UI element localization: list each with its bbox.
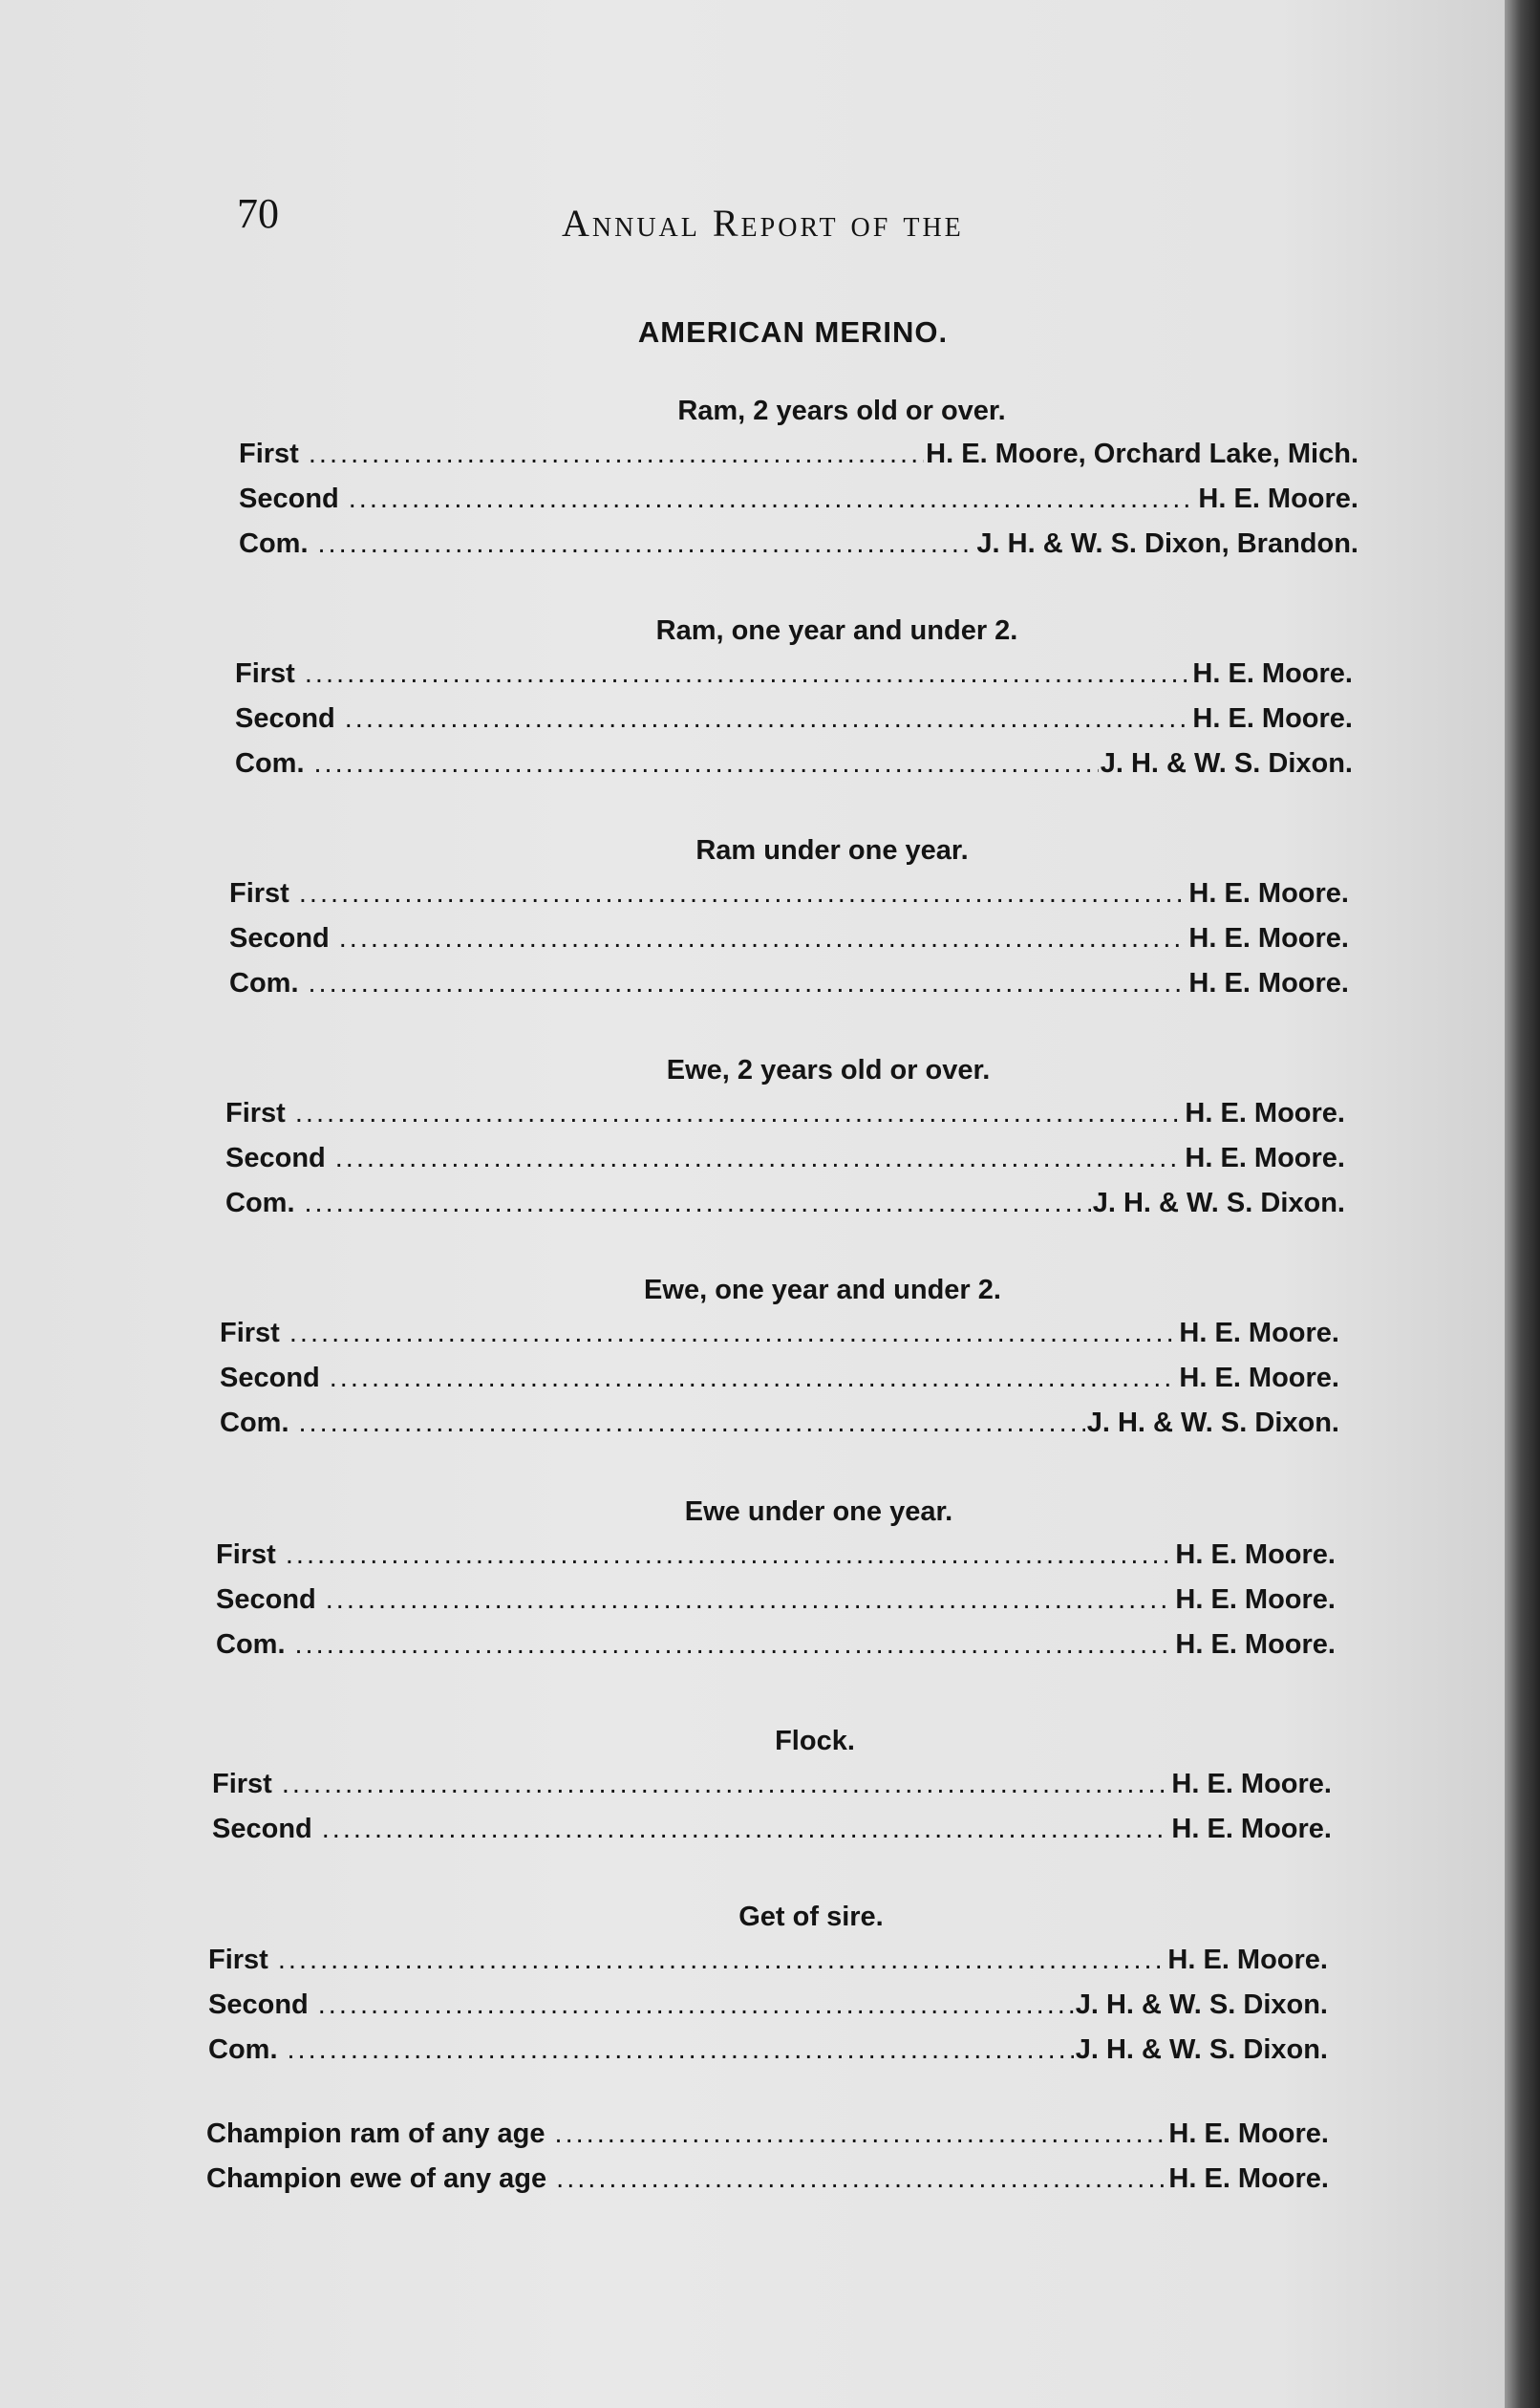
award-entry [216,1578,1336,1623]
award-entry [235,742,1353,786]
entry-winner: H. E. Moore. [1167,1945,1328,1975]
entry-winner: H. E. Moore. [1185,1143,1345,1173]
leader-dots [309,432,924,477]
entry-winner: H. E. Moore. [1188,923,1349,954]
entry-winner: J. H. & W. S. Dixon. [1086,1408,1339,1438]
entry-label: Com. [220,1408,289,1438]
leader-dots [555,2112,1167,2157]
entry-winner: J. H. & W. S. Dixon, Brandon. [976,528,1358,559]
award-entry [229,871,1349,916]
entry-winner: H. E. Moore. [1175,1584,1336,1615]
section-title: Get of sire. [738,1902,884,1932]
entry-label: Second [229,923,330,954]
leader-dots [295,1623,1174,1667]
entry-label: First [239,439,299,469]
leader-dots [322,1807,1170,1852]
entry-label: Com. [208,2034,278,2065]
section-title: Flock. [775,1726,855,1756]
entry-label: First [216,1539,276,1570]
leader-dots [309,961,1187,1006]
entry-winner: H. E. Moore. [1175,1629,1336,1660]
section-title: Ram, 2 years old or over. [677,396,1006,426]
entry-label: Champion ram of any age [206,2118,545,2149]
entry-winner: H. E. Moore. [1168,2118,1329,2149]
leader-dots [299,871,1187,916]
entry-winner: H. E. Moore. [1188,878,1349,909]
entry-label: Champion ewe of any age [206,2163,547,2194]
leader-dots [349,477,1197,522]
entry-winner: J. H. & W. S. Dixon. [1075,2034,1328,2065]
award-section [216,1491,1336,1667]
award-entry [229,961,1349,1006]
award-entry [220,1311,1339,1356]
leader-dots [295,1091,1184,1136]
leader-dots [345,697,1191,742]
champion-entry [206,2112,1329,2157]
leader-dots [330,1356,1178,1401]
entry-label: First [225,1098,286,1129]
champion-entry [206,2157,1329,2202]
leader-dots [339,916,1187,961]
entry-winner: H. E. Moore. [1192,703,1353,734]
award-entry [235,652,1353,697]
award-entry [225,1091,1345,1136]
award-entry [239,432,1358,477]
entry-label: Second [216,1584,316,1615]
leader-dots [282,1762,1170,1807]
leader-dots [335,1136,1184,1181]
entry-label: Second [235,703,335,734]
award-entry [229,916,1349,961]
award-entry [208,1938,1328,1983]
award-entry [220,1401,1339,1446]
section-title: Ewe under one year. [684,1496,953,1527]
entry-label: Com. [225,1188,295,1218]
entry-label: Second [220,1363,320,1393]
entry-winner: H. E. Moore. [1175,1539,1336,1570]
award-entry [239,477,1358,522]
entry-winner: H. E. Moore. [1188,968,1349,999]
entry-winner: H. E. Moore. [1192,658,1353,689]
award-section [235,610,1353,786]
entry-label: First [208,1945,268,1975]
award-entry [220,1356,1339,1401]
award-section [239,390,1358,567]
entry-label: Com. [216,1629,286,1660]
leader-dots [286,1533,1174,1578]
leader-dots [299,1401,1085,1446]
award-entry [235,697,1353,742]
award-section [208,1896,1328,2073]
award-entry [225,1181,1345,1226]
entry-winner: H. E. Moore. [1168,2163,1329,2194]
running-head: Annual Report of the [562,202,964,245]
entry-label: Com. [229,968,299,999]
award-entry [212,1762,1332,1807]
award-entry [208,2028,1328,2073]
entry-winner: H. E. Moore. [1198,484,1358,514]
entry-winner: J. H. & W. S. Dixon. [1092,1188,1345,1218]
champion-awards [206,2112,1329,2202]
page-number: 70 [237,190,279,237]
award-entry [225,1136,1345,1181]
entry-winner: H. E. Moore. [1171,1769,1332,1799]
entry-winner: H. E. Moore, Orchard Lake, Mich. [926,439,1358,469]
entry-label: First [212,1769,272,1799]
entry-winner: H. E. Moore. [1185,1098,1345,1129]
entry-label: Second [225,1143,326,1173]
leader-dots [326,1578,1174,1623]
section-title: Ewe, one year and under 2. [644,1275,1001,1305]
leader-dots [318,522,975,567]
award-section [220,1269,1339,1446]
leader-dots [318,1983,1074,2028]
section-title: Ram under one year. [695,835,969,866]
entry-label: First [235,658,295,689]
entry-label: Com. [239,528,309,559]
entry-winner: H. E. Moore. [1179,1363,1339,1393]
award-section [229,829,1349,1006]
leader-dots [288,2028,1074,2073]
entry-winner: H. E. Moore. [1179,1318,1339,1348]
award-entry [216,1533,1336,1578]
entry-label: Second [208,1989,309,2020]
page-header [237,189,1355,247]
leader-dots [314,742,1099,786]
entry-winner: J. H. & W. S. Dixon. [1100,748,1353,779]
leader-dots [278,1938,1166,1983]
entry-label: First [229,878,289,909]
leader-dots [289,1311,1178,1356]
breed-title: AMERICAN MERINO. [637,315,949,349]
leader-dots [305,1181,1091,1226]
page-binding-edge [1505,0,1540,2408]
entry-winner: J. H. & W. S. Dixon. [1075,1989,1328,2020]
section-title: Ram, one year and under 2. [655,615,1018,646]
entry-label: First [220,1318,280,1348]
leader-dots [305,652,1191,697]
award-entry [239,522,1358,567]
award-entry [212,1807,1332,1852]
entry-label: Second [239,484,339,514]
award-section [225,1049,1345,1226]
leader-dots [556,2157,1166,2202]
award-entry [208,1983,1328,2028]
entry-label: Com. [235,748,305,779]
section-title: Ewe, 2 years old or over. [666,1055,991,1086]
entry-label: Second [212,1814,312,1844]
entry-winner: H. E. Moore. [1171,1814,1332,1844]
award-entry [216,1623,1336,1667]
award-section [212,1720,1332,1852]
